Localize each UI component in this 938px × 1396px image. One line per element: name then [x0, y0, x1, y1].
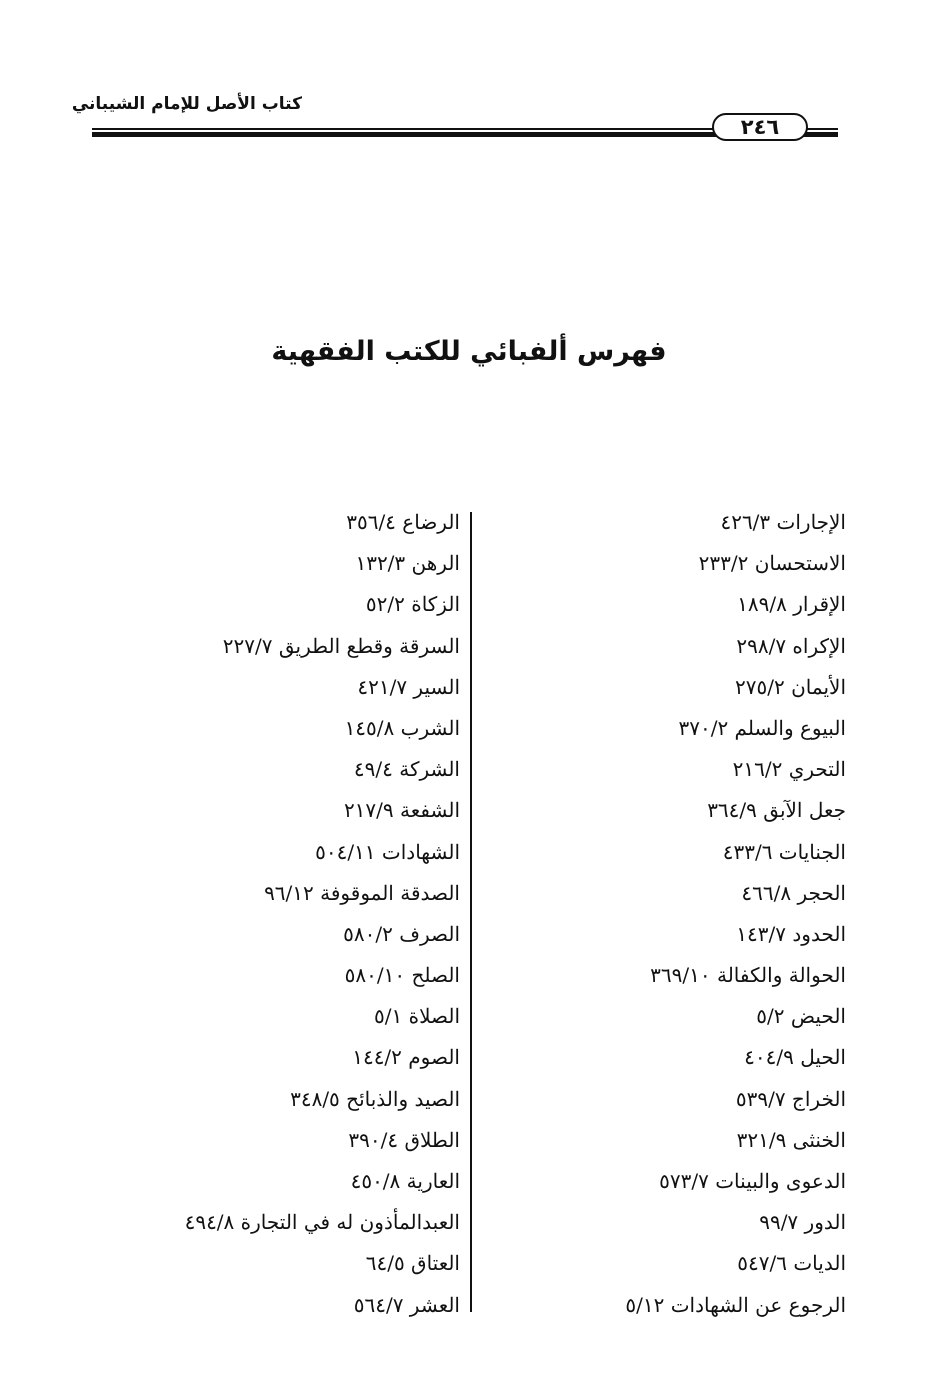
index-entry: الطلاق ٣٩٠/٤ — [348, 1127, 460, 1152]
index-entry: الحجر ٤٦٦/٨ — [741, 880, 846, 905]
index-entry: الشرب ١٤٥/٨ — [344, 715, 460, 740]
index-entry: الزكاة ٥٢/٢ — [365, 592, 460, 617]
index-entry: الشهادات ٥٠٤/١١ — [315, 839, 460, 864]
index-entry: العشر ٥٦٤/٧ — [353, 1292, 460, 1317]
header-book-title: كتاب الأصل للإمام الشيباني — [71, 94, 302, 114]
index-entry: العتاق ٦٤/٥ — [365, 1251, 460, 1276]
index-entry: الرجوع عن الشهادات ٥/١٢ — [625, 1292, 846, 1317]
index-entry: السير ٤٢١/٧ — [357, 674, 460, 699]
index-entry: الدعوى والبينات ٥٧٣/٧ — [659, 1169, 846, 1193]
index-entry: الاستحسان ٢٣٣/٢ — [698, 551, 846, 576]
index-entry: الصلاة ٥/١ — [374, 1004, 460, 1029]
index-column-right — [516, 502, 846, 1326]
index-entry: الصدقة الموقوفة ٩٦/١٢ — [264, 880, 460, 905]
index-entry: الصيد والذبائح ٣٤٨/٥ — [290, 1086, 460, 1111]
index-entry: الديات ٥٤٧/٦ — [737, 1251, 846, 1276]
index-entry: الصلح ٥٨٠/١٠ — [344, 963, 460, 988]
index-entry: الشركة ٤٩/٤ — [353, 757, 460, 782]
index-entry: الحوالة والكفالة ٣٦٩/١٠ — [650, 963, 846, 988]
index-entry: الحدود ١٤٣/٧ — [736, 921, 846, 946]
index-entry: البيوع والسلم ٣٧٠/٢ — [678, 715, 846, 740]
index-entry: الشفعة ٢١٧/٩ — [343, 798, 460, 823]
index-entry: الرضاع ٣٥٦/٤ — [346, 510, 460, 534]
index-entry: الصوم ١٤٤/٢ — [352, 1045, 460, 1070]
index-entry: الرهن ١٣٢/٣ — [355, 551, 460, 576]
index-entry: الصرف ٥٨٠/٢ — [343, 921, 460, 946]
column-divider — [470, 512, 472, 1312]
page-number-text: ٢٤٦ — [740, 115, 780, 139]
index-entry: الخراج ٥٣٩/٧ — [735, 1086, 846, 1111]
index-entry: الإكراه ٢٩٨/٧ — [736, 633, 846, 658]
index-entry: الحيض ٥/٢ — [756, 1004, 846, 1029]
index-entry: العارية ٤٥٠/٨ — [350, 1169, 460, 1193]
index-entry: الأيمان ٢٧٥/٢ — [735, 674, 846, 699]
index-entry: الجنايات ٤٣٣/٦ — [722, 839, 846, 864]
index-entry: الدور ٩٩/٧ — [759, 1210, 846, 1235]
index-entry: السرقة وقطع الطريق ٢٢٧/٧ — [222, 633, 460, 658]
index-entry: جعل الآبق ٣٦٤/٩ — [707, 798, 846, 823]
page-number — [712, 113, 808, 141]
index-entry: العبدالمأذون له في التجارة ٤٩٤/٨ — [184, 1210, 460, 1235]
index-entry: الحيل ٤٠٤/٩ — [744, 1045, 846, 1070]
page-title: فهرس ألفبائي للكتب الفقهية — [271, 336, 667, 367]
index-entry: التحري ٢١٦/٢ — [732, 757, 846, 782]
index-entry: الإجارات ٤٢٦/٣ — [720, 510, 846, 534]
index-column-left — [140, 502, 460, 1326]
index-entry: الإقرار ١٨٩/٨ — [737, 592, 846, 617]
index-entry: الخنثى ٣٢١/٩ — [736, 1127, 846, 1152]
